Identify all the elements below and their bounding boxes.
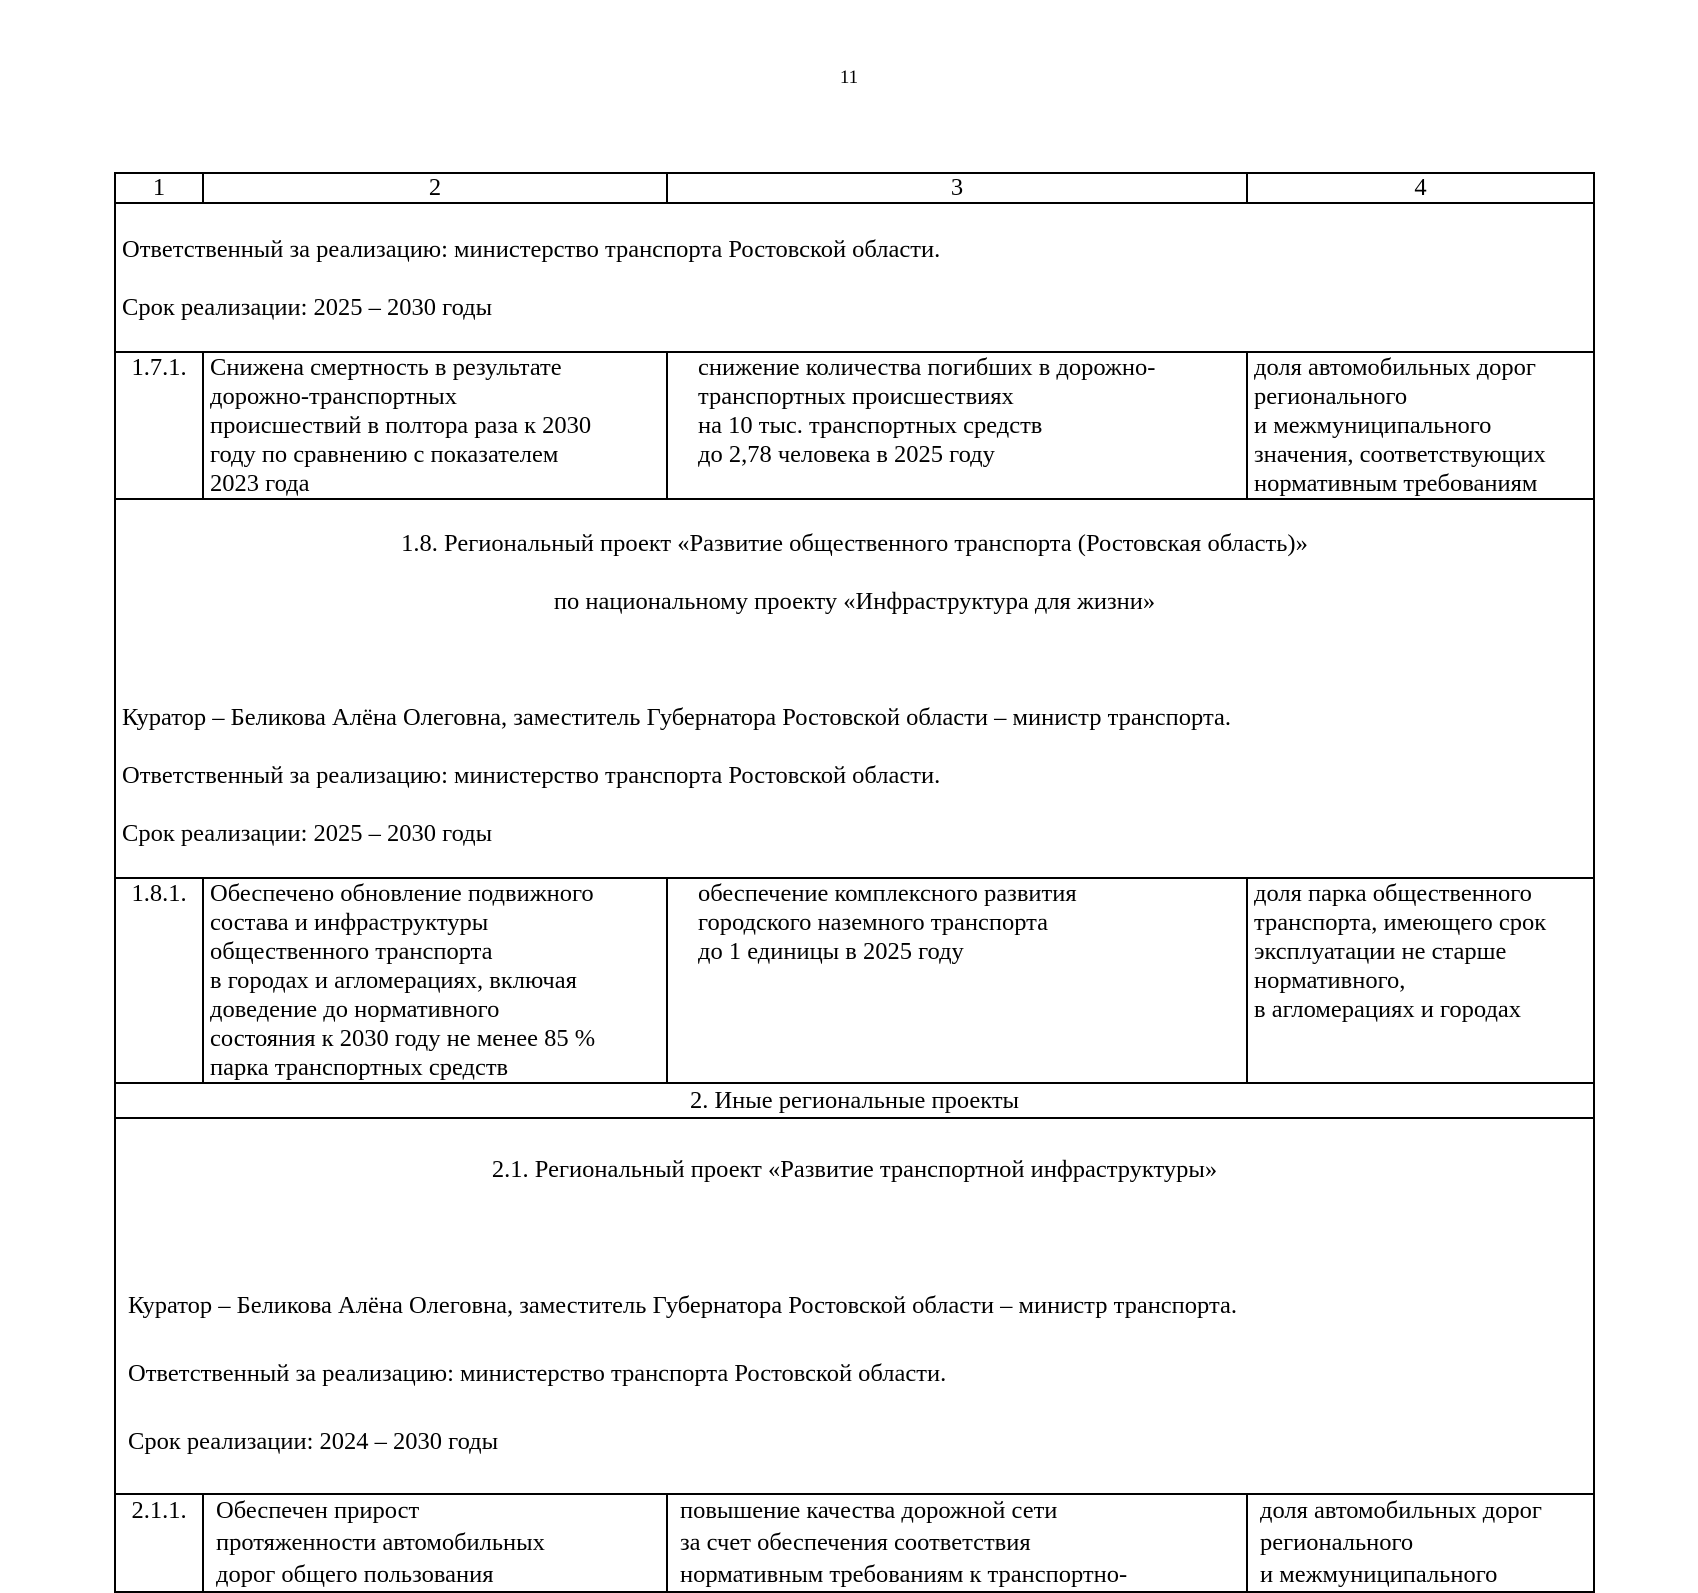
section-1-8-curator: Куратор – Беликова Алёна Олеговна, заместитель Губернатора Ростовской области – министр транспорта. <box>122 704 1231 731</box>
section-2-1-curator: Куратор – Беликова Алёна Олеговна, заместитель Губернатора Ростовской области – министр транспорта. <box>128 1292 1237 1319</box>
row-indicator: доля парка общественного транспорта, имеющего срок эксплуатации не старше нормативного, в агломерациях и городах <box>1247 878 1594 1083</box>
section-2-1-term: Срок реализации: 2024 – 2030 годы <box>128 1428 499 1455</box>
projects-table <box>114 172 1595 1593</box>
section-2-title-row <box>115 1083 1594 1118</box>
row-effect: повышение качества дорожной сети за счет обеспечения соответствия нормативным требованиям к транспортно- <box>667 1494 1247 1592</box>
section-1-7-info-row <box>115 203 1594 352</box>
header-cell-1: 1 <box>115 173 203 203</box>
section-1-7-term: Срок реализации: 2025 – 2030 годы <box>122 294 493 321</box>
section-2-1-responsible: Ответственный за реализацию: министерство транспорта Ростовской области. <box>128 1360 947 1387</box>
row-task: Обеспечено обновление подвижного состава и инфраструктуры общественного транспорта в городах и агломерациях, включая доведение до нормативного состояния к 2030 году не менее 85 % парка транспортных средств <box>203 878 667 1083</box>
section-1-8-title-line2: по национальному проекту «Инфраструктура для жизни» <box>553 588 1156 615</box>
section-1-8-row <box>115 499 1594 878</box>
table-row-1-8-1 <box>115 878 1594 1083</box>
section-2-title: 2. Иные региональные проекты <box>115 1083 1594 1118</box>
row-effect: обеспечение комплексного развития городского наземного транспорта до 1 единицы в 2025 году <box>667 878 1247 1083</box>
section-1-8-responsible: Ответственный за реализацию: министерство транспорта Ростовской области. <box>122 762 941 789</box>
section-1-8-title-line1: 1.8. Региональный проект «Развитие общественного транспорта (Ростовская область)» <box>401 530 1308 557</box>
row-task: Снижена смертность в результате дорожно-транспортных происшествий в полтора раза к 2030 году по сравнению с показателем 2023 года <box>203 352 667 499</box>
table-row-2-1-1 <box>115 1494 1594 1592</box>
row-task: Обеспечен прирост протяженности автомобильных дорог общего пользования <box>203 1494 667 1592</box>
section-1-8-term: Срок реализации: 2025 – 2030 годы <box>122 820 493 847</box>
row-number: 1.8.1. <box>115 878 203 1083</box>
section-2-1-title: 2.1. Региональный проект «Развитие транспортной инфраструктуры» <box>491 1156 1218 1183</box>
header-cell-2: 2 <box>203 173 667 203</box>
row-effect: снижение количества погибших в дорожно- транспортных происшествиях на 10 тыс. транспортных средств до 2,78 человека в 2025 году <box>667 352 1247 499</box>
header-cell-4: 4 <box>1247 173 1594 203</box>
header-cell-3: 3 <box>667 173 1247 203</box>
section-1-7-responsible: Ответственный за реализацию: министерство транспорта Ростовской области. <box>122 236 941 263</box>
page-number: 11 <box>839 67 859 88</box>
row-indicator: доля автомобильных дорог регионального и межмуниципального <box>1247 1494 1594 1592</box>
row-number: 1.7.1. <box>115 352 203 499</box>
row-number: 2.1.1. <box>115 1494 203 1592</box>
table-header-row <box>115 173 1594 203</box>
row-indicator: доля автомобильных дорог регионального и межмуниципального значения, соответствующих нормативным требованиям <box>1247 352 1594 499</box>
table-row-1-7-1 <box>115 352 1594 499</box>
section-2-1-row <box>115 1118 1594 1494</box>
